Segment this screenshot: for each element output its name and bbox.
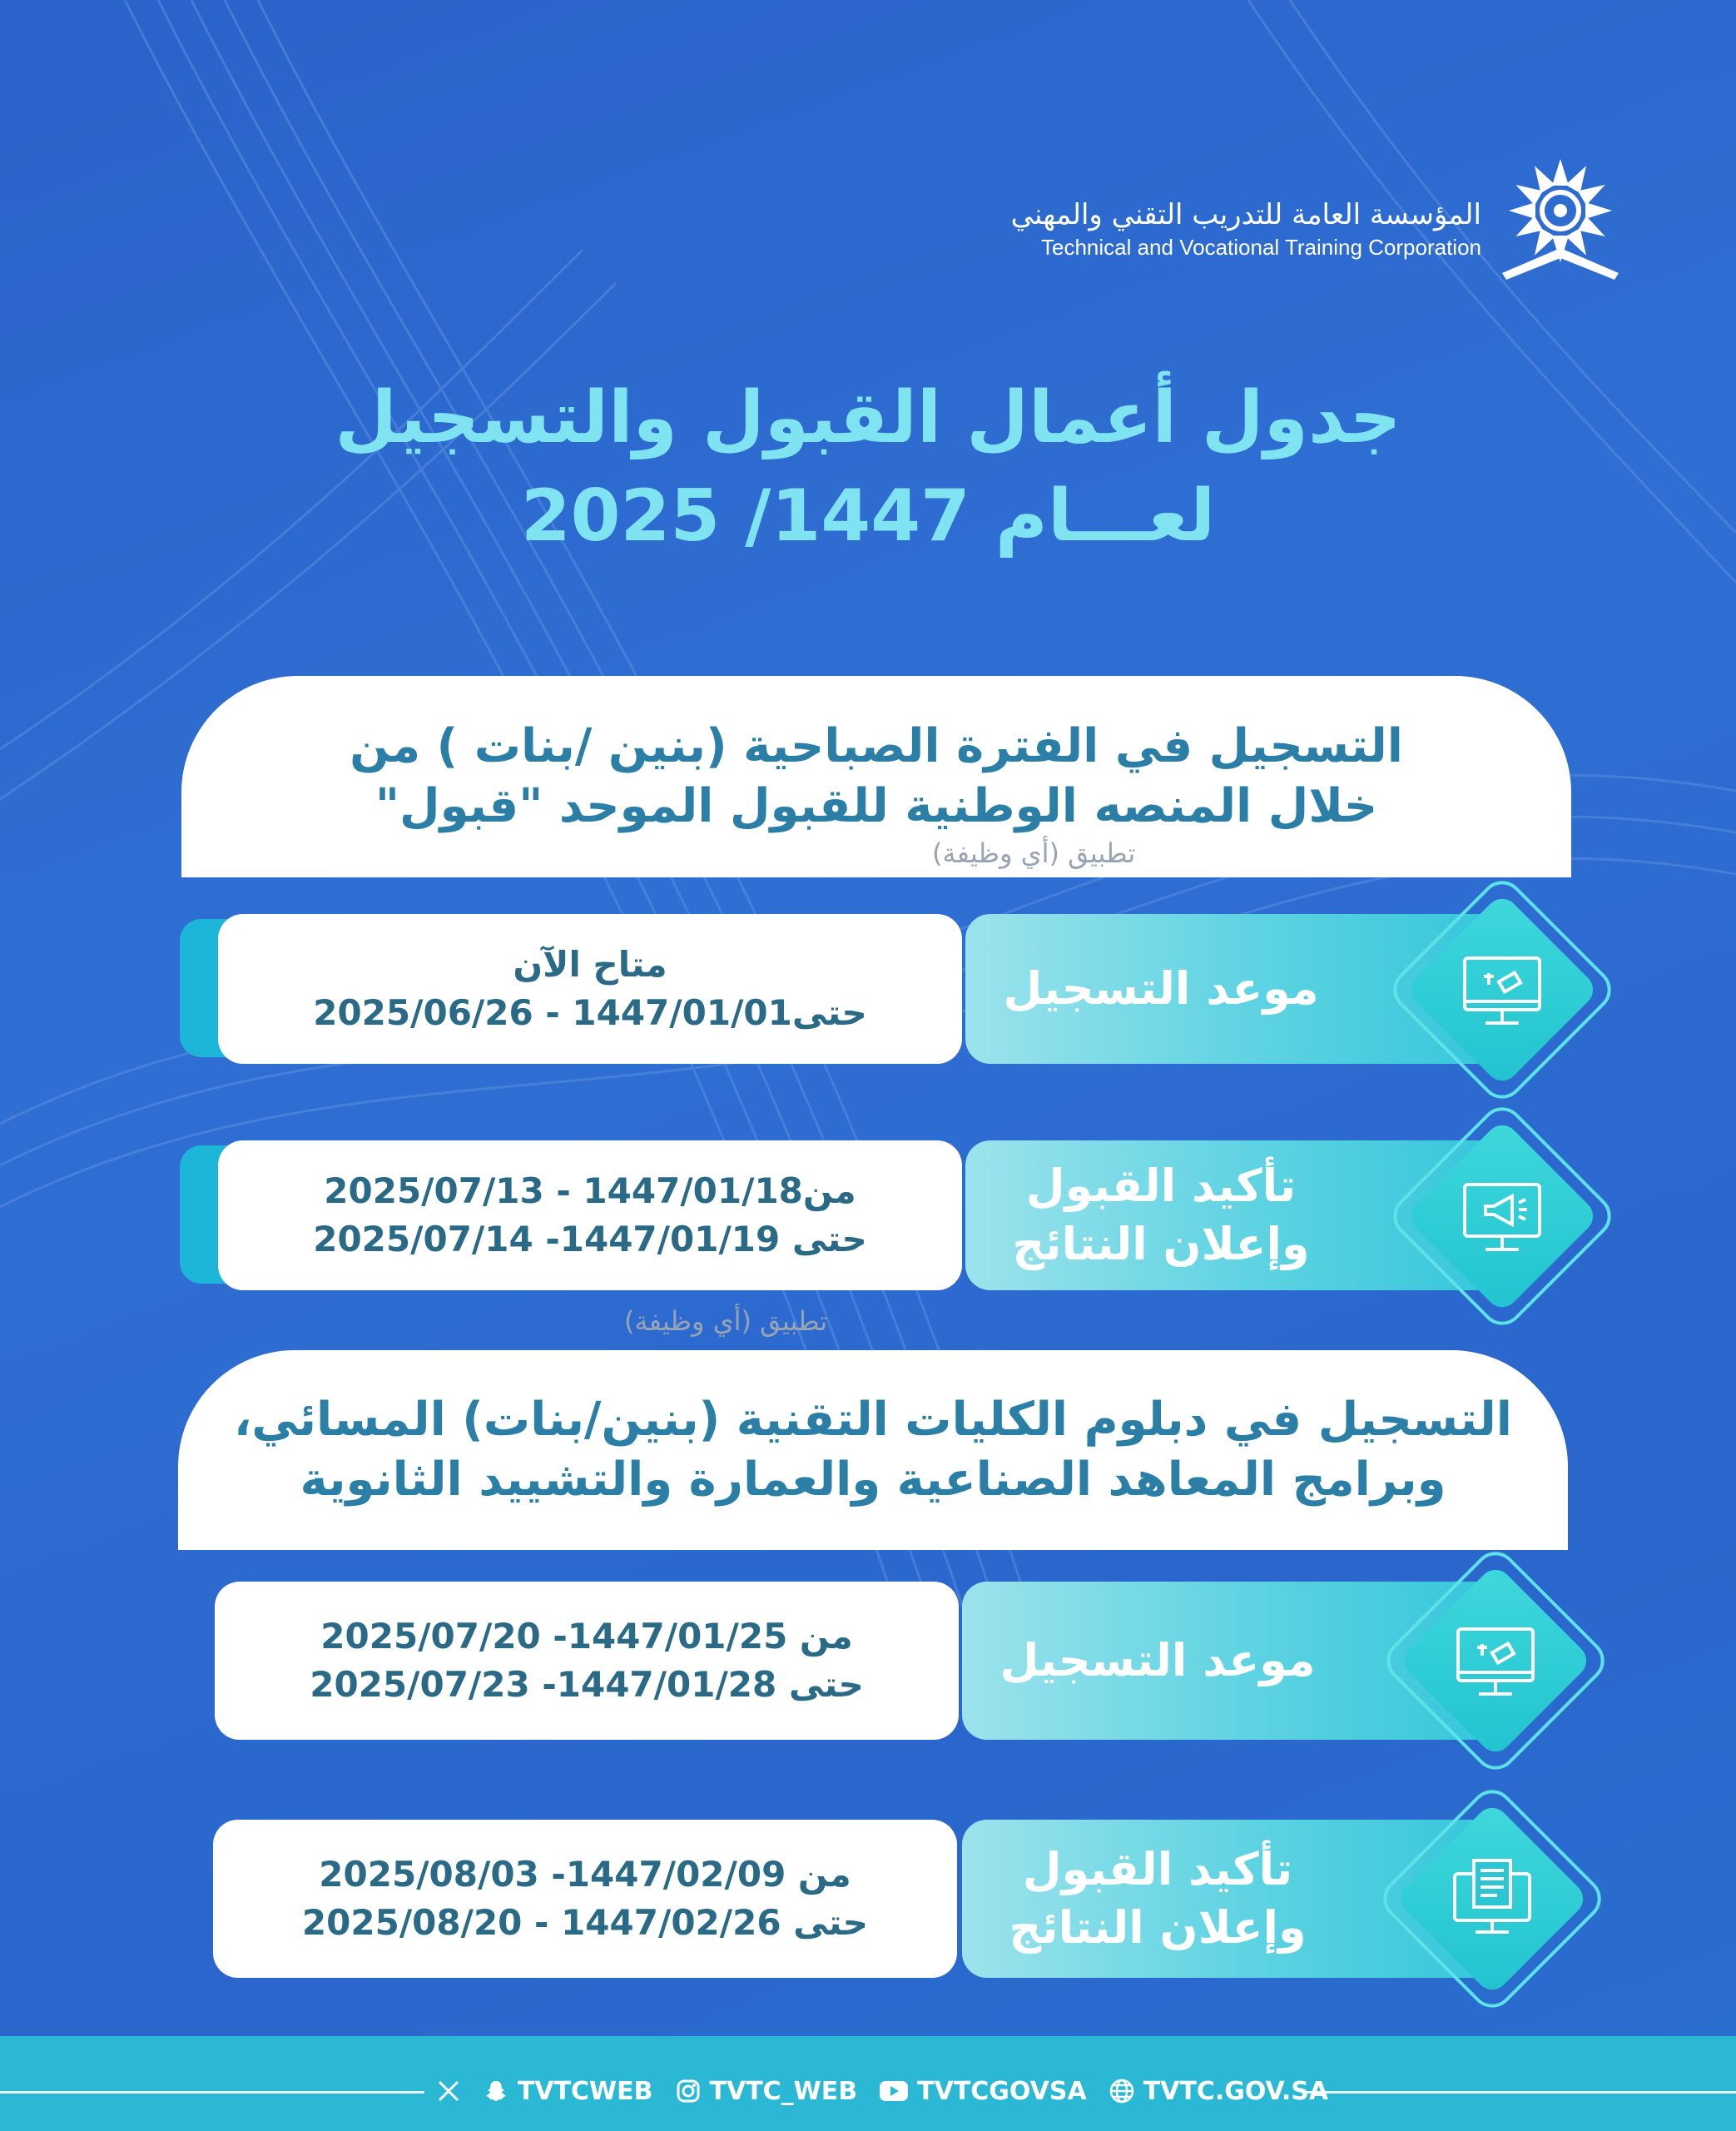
s1-row2-label2: وإعلان النتائج xyxy=(1012,1218,1310,1270)
s1-row2-label: تأكيد القبول xyxy=(1025,1160,1297,1212)
s2-row1-value2: حتى 1447/01/28- 2025/07/23 xyxy=(310,1664,864,1705)
footer-x-link[interactable] xyxy=(436,2079,461,2104)
s2-row2-label: تأكيد القبول xyxy=(1022,1843,1293,1895)
footer-website-url: TVTC.GOV.SA xyxy=(1143,2076,1329,2106)
globe-icon xyxy=(1109,2078,1135,2104)
instagram-icon xyxy=(675,2078,702,2104)
computer-click-icon xyxy=(1452,940,1552,1040)
page-title-line1: جدول أعمال القبول والتسجيل xyxy=(335,376,1401,459)
s1-row2-value2: حتى 1447/01/19- 2025/07/14 xyxy=(313,1219,867,1259)
snapchat-icon xyxy=(483,2078,509,2104)
section1-heading-line2: خلال المنصه الوطنية للقبول الموحد "قبول" xyxy=(374,779,1378,833)
section2-header-card xyxy=(178,1350,1568,1550)
s2-row1-icon-badge xyxy=(1408,1573,1583,1748)
s1-row1-value2: حتى1447/01/01 - 2025/06/26 xyxy=(313,992,867,1033)
computer-click-icon xyxy=(1446,1611,1545,1711)
s1-row2-icon-badge xyxy=(1415,1129,1590,1304)
s1-row1-value1: متاح الآن xyxy=(513,944,667,985)
tvtc-logo-icon xyxy=(1498,148,1623,298)
youtube-icon xyxy=(879,2079,909,2103)
s2-row2-label2: وإعلان النتائج xyxy=(1009,1901,1307,1954)
section1-header-card xyxy=(181,676,1571,877)
section2-watermark: تطبيق (أي وظيفة) xyxy=(624,1305,828,1337)
footer-divider-right xyxy=(1307,2091,1736,2094)
footer-instagram-handle: TVTC_WEB xyxy=(709,2076,858,2106)
page-title-line2: لعـــام 1447/ 2025 xyxy=(520,474,1216,558)
s2-row1-label: موعد التسجيل xyxy=(999,1634,1316,1686)
section2-heading-line1: التسجيل في دبلوم الكليات التقنية (بنين/بنات) المسائي، xyxy=(234,1393,1512,1447)
s2-row2-value2: حتى 1447/02/26 - 2025/08/20 xyxy=(301,1902,869,1943)
footer-instagram-link[interactable] xyxy=(675,2077,858,2106)
s2-row1-value-box xyxy=(215,1582,959,1740)
org-name-english: Technical and Vocational Training Corporation xyxy=(1040,235,1481,260)
s1-row2-value1: من1447/01/18 - 2025/07/13 xyxy=(324,1170,856,1211)
megaphone-monitor-icon xyxy=(1452,1166,1552,1266)
footer-website-link[interactable] xyxy=(1109,2077,1328,2106)
x-twitter-icon xyxy=(436,2079,461,2104)
s2-row1-value1: من 1447/01/25- 2025/07/20 xyxy=(320,1616,853,1657)
footer-youtube-handle: TVTCGOVSA xyxy=(917,2076,1087,2106)
footer-social-links xyxy=(483,2073,1329,2109)
s1-row1-value-box xyxy=(218,914,962,1064)
footer-snap-handle: TVTCWEB xyxy=(517,2076,653,2106)
s1-row1-icon-badge xyxy=(1415,902,1590,1077)
section2-heading-line2: وبرامج المعاهد الصناعية والعمارة والتشييد الثانوية xyxy=(300,1453,1446,1507)
s2-row2-value1: من 1447/02/09- 2025/08/03 xyxy=(319,1854,851,1895)
s1-row1-label: موعد التسجيل xyxy=(1003,962,1319,1015)
s1-row2-value-box xyxy=(218,1140,962,1290)
org-name-arabic: المؤسسة العامة للتدريب التقني والمهني xyxy=(1010,198,1481,231)
section1-watermark: تطبيق (أي وظيفة) xyxy=(932,837,1136,869)
footer-youtube-link[interactable] xyxy=(879,2077,1087,2106)
document-monitor-icon xyxy=(1442,1849,1542,1949)
org-name-block xyxy=(982,196,1481,261)
footer-divider-left xyxy=(0,2091,424,2094)
footer-snapchat-link[interactable] xyxy=(483,2077,653,2106)
s2-row2-icon-badge xyxy=(1405,1811,1580,1986)
section1-heading-line1: التسجيل في الفترة الصباحية (بنين /بنات ) من xyxy=(350,719,1403,773)
s2-row2-value-box xyxy=(213,1820,957,1978)
